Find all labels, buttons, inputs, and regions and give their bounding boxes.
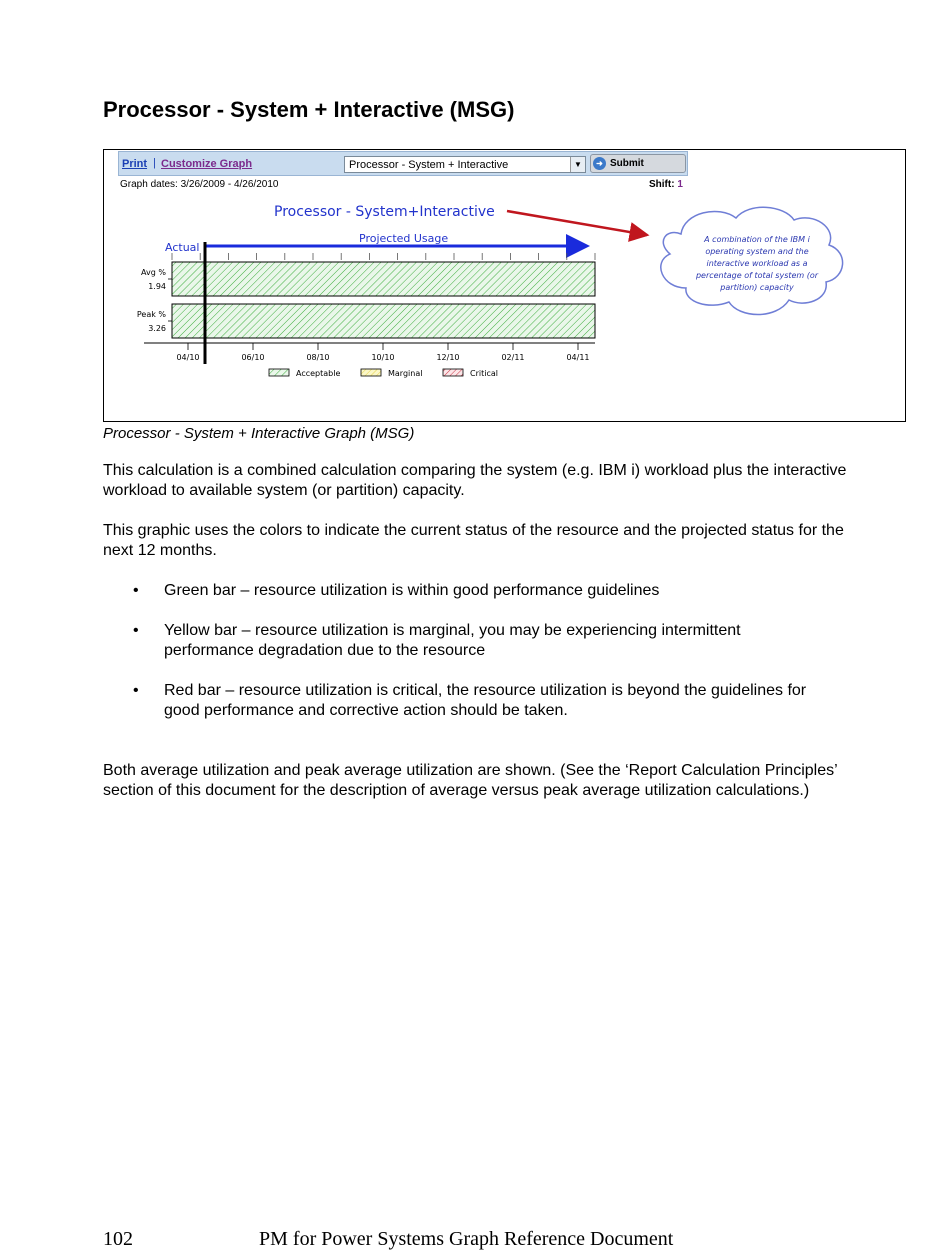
utilization-chart — [104, 150, 904, 420]
toolbar-separator: | — [153, 157, 156, 169]
projected-usage-label: Projected Usage — [359, 232, 449, 245]
figure-caption: Processor - System + Interactive Graph (MSG) — [103, 425, 415, 442]
x-tick-label: 04/11 — [566, 353, 590, 362]
x-tick-label: 08/10 — [306, 353, 330, 362]
callout-text: partition) capacity — [720, 283, 794, 292]
shift-label: Shift: — [649, 179, 675, 190]
row-label: Avg % — [141, 268, 166, 277]
callout-text: A combination of the IBM i — [704, 235, 810, 244]
callout-arrow — [507, 211, 647, 235]
chevron-down-icon[interactable]: ▼ — [570, 157, 585, 172]
row-label: Peak % — [136, 310, 166, 319]
x-tick-label: 12/10 — [436, 353, 460, 362]
x-tick-label: 04/10 — [176, 353, 200, 362]
list-item-text: Red bar – resource utilization is critical, the resource utilization is beyond the guidelines for good performance and corrective action should be taken. — [164, 682, 807, 719]
legend-label: Acceptable — [296, 369, 341, 378]
x-tick-label: 10/10 — [371, 353, 395, 362]
paragraph: This graphic uses the colors to indicate the current status of the resource and the projected status for the next 12 months. — [103, 522, 844, 559]
print-link[interactable]: Print — [122, 158, 148, 170]
submit-button-label: Submit — [610, 158, 644, 169]
legend-swatch — [361, 369, 381, 376]
paragraph: Both average utilization and peak average utilization are shown. (See the ‘Report Calculation Principles’ section of this document for the description of average versus peak average utilization calculations.) — [103, 762, 838, 799]
customize-graph-link[interactable]: Customize Graph — [161, 158, 253, 170]
row-value: 1.94 — [148, 282, 166, 291]
legend-swatch — [443, 369, 463, 376]
paragraph: This calculation is a combined calculation comparing the system (e.g. IBM i) workload plus the interactive workload to available system (or partition) capacity. — [103, 462, 847, 499]
legend-label: Marginal — [388, 369, 423, 378]
utilization-bar — [172, 262, 595, 296]
x-tick-label: 02/11 — [501, 353, 525, 362]
actual-label: Actual — [165, 241, 200, 254]
callout-text: percentage of total system (or — [695, 271, 819, 280]
list-item-text: Green bar – resource utilization is within good performance guidelines — [164, 582, 660, 599]
document-title: PM for Power Systems Graph Reference Document — [259, 1228, 674, 1250]
row-value: 3.26 — [148, 324, 166, 333]
chart-title: Processor - System+Interactive — [274, 204, 495, 220]
legend-swatch — [269, 369, 289, 376]
graph-dates: Graph dates: 3/26/2009 - 4/26/2010 — [120, 179, 279, 190]
x-tick-label: 06/10 — [241, 353, 265, 362]
graph-figure — [103, 149, 906, 422]
arrow-right-icon: ➜ — [593, 157, 606, 170]
bullet-icon: • — [133, 622, 139, 639]
page-number: 102 — [103, 1228, 133, 1250]
list-item-text: Yellow bar – resource utilization is marginal, you may be experiencing intermittent performance degradation due to the resource — [164, 622, 741, 659]
legend-label: Critical — [470, 369, 498, 378]
utilization-bar — [172, 304, 595, 338]
bullet-icon: • — [133, 682, 139, 699]
graph-type-select-value: Processor - System + Interactive — [349, 159, 509, 171]
section-heading: Processor - System + Interactive (MSG) — [103, 97, 515, 122]
shift-value: 1 — [677, 179, 683, 190]
callout-text: interactive workload as a — [706, 259, 808, 268]
callout-text: operating system and the — [705, 247, 809, 256]
bullet-icon: • — [133, 582, 139, 599]
